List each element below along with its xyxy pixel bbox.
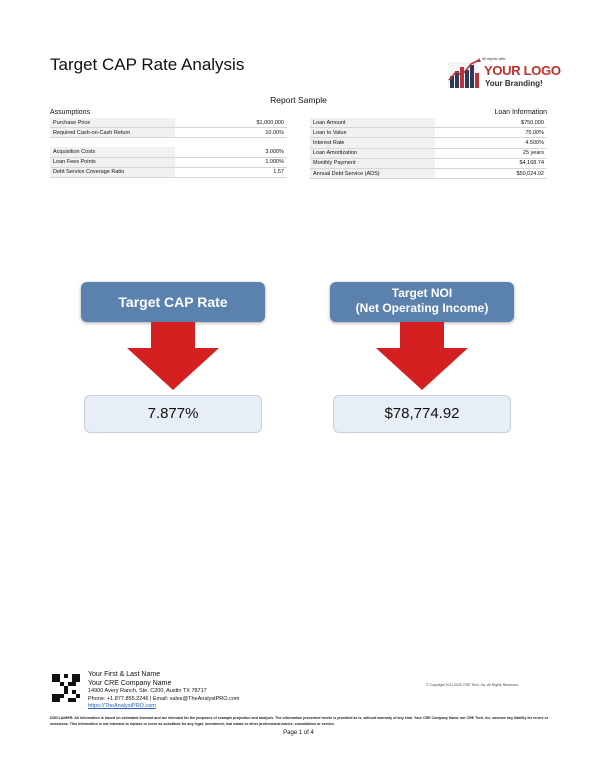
row-value: $1,000,000 xyxy=(175,118,287,128)
qr-code-icon xyxy=(52,674,80,702)
row-label: Required Cash-on-Cash Return xyxy=(50,128,175,138)
row-label: Interest Rate xyxy=(310,138,435,148)
row-label: Loan Fees Points xyxy=(50,157,175,167)
logo-tagline: All reports with: xyxy=(482,57,506,61)
cap-rate-value: 7.877% xyxy=(84,395,262,433)
table-row xyxy=(50,167,287,177)
page-title: Target CAP Rate Analysis xyxy=(50,55,245,74)
table-row xyxy=(50,157,287,167)
row-label: Acquisition Costs xyxy=(50,147,175,157)
footer-phone-email: Phone: +1.877.855.2246 | Email: sales@TheAnalystPRO.com xyxy=(88,695,240,702)
footer-address: 14900 Avery Ranch, Ste. C200, Austin TX 78717 xyxy=(88,688,207,694)
footer-company: Your CRE Company Name xyxy=(88,680,172,687)
row-value: 25 years xyxy=(435,148,547,158)
row-value: 75.00% xyxy=(435,128,547,138)
row-value: $4,168.74 xyxy=(435,158,547,168)
table-row xyxy=(310,158,547,168)
disclaimer-text: DISCLAIMER: All information is based on estimated forecast and are intended for the purposes of example projection and analysis. The information presented herein is provided as is, without warranty of any kind. Your CRE Company Name nor CRE Tech, Inc. assume any liability for errors or omissions. This information is not intended to replace or serve as substitute for any legal, investment, real estate or other professional advice, consultation or service. xyxy=(50,716,549,726)
copyright-text: © Copyright 2011-2020 CRE Tech, Inc. All Rights Reserved. xyxy=(426,683,519,687)
page-number: Page 1 of 4 xyxy=(283,730,314,736)
row-label: Monthly Payment xyxy=(310,158,435,168)
noi-arrow-icon xyxy=(376,322,468,390)
noi-header-line2: (Net Operating Income) xyxy=(355,301,489,315)
row-value: 10.00% xyxy=(175,128,287,138)
table-row xyxy=(310,148,547,158)
noi-header-line1: Target NOI xyxy=(391,286,453,300)
table-row xyxy=(310,128,547,138)
row-value: 1.000% xyxy=(175,157,287,167)
row-value: 4.500% xyxy=(435,138,547,148)
row-label: Loan to Value xyxy=(310,128,435,138)
row-value: 3.000% xyxy=(175,147,287,157)
row-spacer xyxy=(50,138,287,148)
table-row xyxy=(310,118,547,128)
loan-info-heading: Loan Information xyxy=(494,109,547,116)
logo-subtext: Your Branding! xyxy=(485,79,543,88)
footer-name: Your First & Last Name xyxy=(88,671,161,678)
noi-value: $78,774.92 xyxy=(333,395,511,433)
report-subtitle: Report Sample xyxy=(270,95,327,105)
row-label: Annual Debt Service (ADS) xyxy=(310,168,435,178)
loan-info-table xyxy=(310,118,547,179)
row-label: Loan Amount xyxy=(310,118,435,128)
row-value: $50,024.92 xyxy=(435,168,547,178)
footer-website-link[interactable]: https://TheAnalystPRO.com xyxy=(88,703,156,709)
row-value: $750,000 xyxy=(435,118,547,128)
noi-header xyxy=(330,282,514,322)
table-row xyxy=(50,128,287,138)
row-label: Purchase Price xyxy=(50,118,175,128)
assumptions-table xyxy=(50,118,287,178)
assumptions-heading: Assumptions xyxy=(50,109,91,116)
table-row xyxy=(50,118,287,128)
row-label: Debt Service Coverage Ratio xyxy=(50,167,175,177)
footer-contact xyxy=(88,671,239,711)
table-row xyxy=(50,147,287,157)
table-row xyxy=(310,138,547,148)
row-value: 1.57 xyxy=(175,167,287,177)
row-label: Loan Amortization xyxy=(310,148,435,158)
table-row xyxy=(310,168,547,178)
logo-text: YOUR LOGO xyxy=(484,63,561,78)
cap-rate-header: Target CAP Rate xyxy=(81,282,265,322)
cap-rate-arrow-icon xyxy=(127,322,219,390)
